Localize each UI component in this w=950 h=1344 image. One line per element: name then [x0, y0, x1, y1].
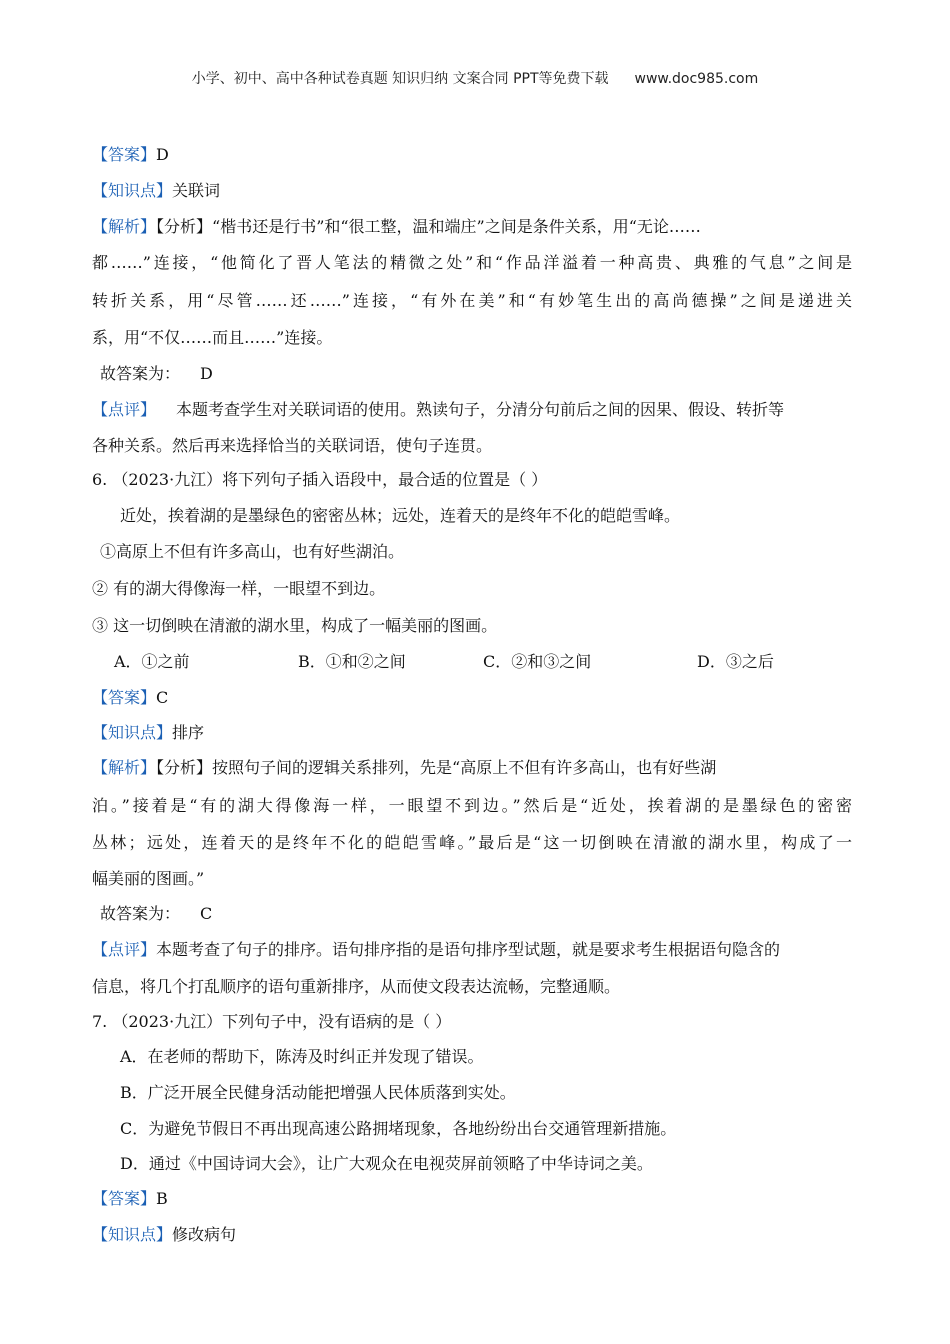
- q5-comment-text: 本题考查学生对关联词语的使用。熟读句子，分清分句前后之间的因果、假设、转折等: [176, 400, 785, 419]
- q7-choice-a: A．在老师的帮助下，陈涛及时纠正并发现了错误。: [120, 1047, 484, 1066]
- q6-analysis-text: 幅美丽的图画。”: [92, 869, 205, 888]
- q6-analysis-line: [92, 758, 716, 778]
- q7-choice-c: C．为避免节假日不再出现高速公路拥堵现象，各地纷纷出台交通管理新措施。: [120, 1119, 677, 1138]
- q6-analysis-line: [92, 869, 204, 889]
- q6-choice-c: C．②和③之间: [483, 652, 592, 671]
- knowledge-tag: 【知识点】: [92, 1225, 173, 1244]
- analysis-tag: 【解析】: [92, 217, 157, 236]
- q5-answer: D: [156, 145, 169, 164]
- answer-tag: 【答案】: [92, 1189, 157, 1208]
- q7-knowledge-line: [92, 1225, 236, 1245]
- q6-item: ③ 这一切倒映在清澈的湖水里，构成了一幅美丽的图画。: [92, 616, 498, 635]
- q5-analysis-line: [92, 328, 332, 348]
- q6-analysis-line: [92, 796, 852, 816]
- q6-final-answer: [100, 904, 212, 924]
- q6-answer: C: [156, 688, 169, 707]
- q5-comment-text: 各种关系。然后再来选择恰当的关联词语，使句子连贯。: [92, 436, 493, 455]
- q6-answer-line: [92, 688, 168, 708]
- q7-choice-d: D．通过《中国诗词大会》，让广大观众在电视荧屏前领略了中华诗词之美。: [120, 1154, 653, 1173]
- q6-comment-line: [92, 940, 780, 960]
- q6-choice-d: D．③之后: [697, 652, 774, 671]
- q7-answer: B: [156, 1189, 168, 1208]
- final-label: 故答案为：: [100, 364, 181, 383]
- q5-analysis-line: [92, 253, 852, 273]
- q7-knowledge: 修改病句: [172, 1225, 237, 1244]
- q7-answer-line: [92, 1189, 168, 1209]
- q6-analysis-text: 【分析】按照句子间的逻辑关系排列，先是“高原上不但有许多高山，也有好些湖: [156, 758, 717, 777]
- q6-analysis-line: [92, 833, 852, 853]
- q6-choice-a: A．①之前: [114, 652, 190, 671]
- q6-comment-text: 本题考查了句子的排序。语句排序指的是语句排序型试题，就是要求考生根据语句隐含的: [156, 940, 781, 959]
- final-label: 故答案为：: [100, 904, 181, 923]
- header-text: 小学、初中、高中各种试卷真题 知识归纳 文案合同 PPT等免费下载: [191, 71, 609, 87]
- final-value: D: [200, 364, 213, 383]
- q5-analysis-text: 系，用“不仅……而且……”连接。: [92, 328, 333, 347]
- final-value: C: [200, 904, 213, 923]
- header-site[interactable]: www.doc985.com: [634, 71, 759, 87]
- q5-analysis-text: 转折关系，用“尽管……还……”连接，“有外在美”和“有妙笔生出的高尚德操”之间是递进关: [92, 291, 852, 310]
- q5-analysis-line: [92, 217, 701, 237]
- q6-knowledge-line: [92, 723, 204, 743]
- q6-choice-b: B．①和②之间: [298, 652, 406, 671]
- q5-knowledge: 关联词: [172, 181, 221, 200]
- q5-comment-line: [92, 400, 784, 420]
- q6-item: ② 有的湖大得像海一样，一眼望不到边。: [92, 579, 386, 598]
- q5-comment-line: [92, 436, 492, 456]
- answer-tag: 【答案】: [92, 688, 157, 707]
- q5-analysis-line: [92, 291, 852, 311]
- q6-knowledge: 排序: [172, 723, 205, 742]
- q7-stem: 7. （2023·九江）下列句子中，没有语病的是（ ）: [92, 1012, 452, 1031]
- q6-stem: 6. （2023·九江）将下列句子插入语段中，最合适的位置是（ ）: [92, 470, 548, 489]
- q7-choice-b: B．广泛开展全民健身活动能把增强人民体质落到实处。: [120, 1083, 516, 1102]
- q5-analysis-text: 【分析】“楷书还是行书”和“很工整，温和端庄”之间是条件关系，用“无论……: [156, 217, 701, 236]
- answer-tag: 【答案】: [92, 145, 157, 164]
- knowledge-tag: 【知识点】: [92, 723, 173, 742]
- q5-knowledge-line: [92, 181, 220, 201]
- q6-analysis-text: 丛林；远处，连着天的是终年不化的皑皑雪峰。”最后是“这一切倒映在清澈的湖水里，构成了一: [92, 833, 852, 852]
- q5-answer-line: [92, 145, 169, 165]
- comment-tag: 【点评】: [92, 940, 157, 959]
- q6-analysis-text: 泊。”接着是“有的湖大得像海一样，一眼望不到边。”然后是“近处，挨着湖的是墨绿色的密密: [92, 796, 852, 815]
- q6-comment-line: [92, 977, 620, 997]
- analysis-tag: 【解析】: [92, 758, 157, 777]
- q6-sentence: 近处，挨着湖的是墨绿色的密密丛林；远处，连着天的是终年不化的皑皑雪峰。: [120, 506, 681, 525]
- q6-comment-text: 信息，将几个打乱顺序的语句重新排序，从而使文段表达流畅，完整通顺。: [92, 977, 621, 996]
- q5-final-answer: [100, 364, 213, 384]
- knowledge-tag: 【知识点】: [92, 181, 173, 200]
- comment-tag: 【点评】: [92, 400, 157, 419]
- q6-item: ①高原上不但有许多高山，也有好些湖泊。: [100, 542, 405, 561]
- page-header: [0, 68, 950, 88]
- q5-analysis-text: 都……”连接，“他简化了晋人笔法的精微之处”和“作品洋溢着一种高贵、典雅的气息”之间是: [92, 253, 852, 272]
